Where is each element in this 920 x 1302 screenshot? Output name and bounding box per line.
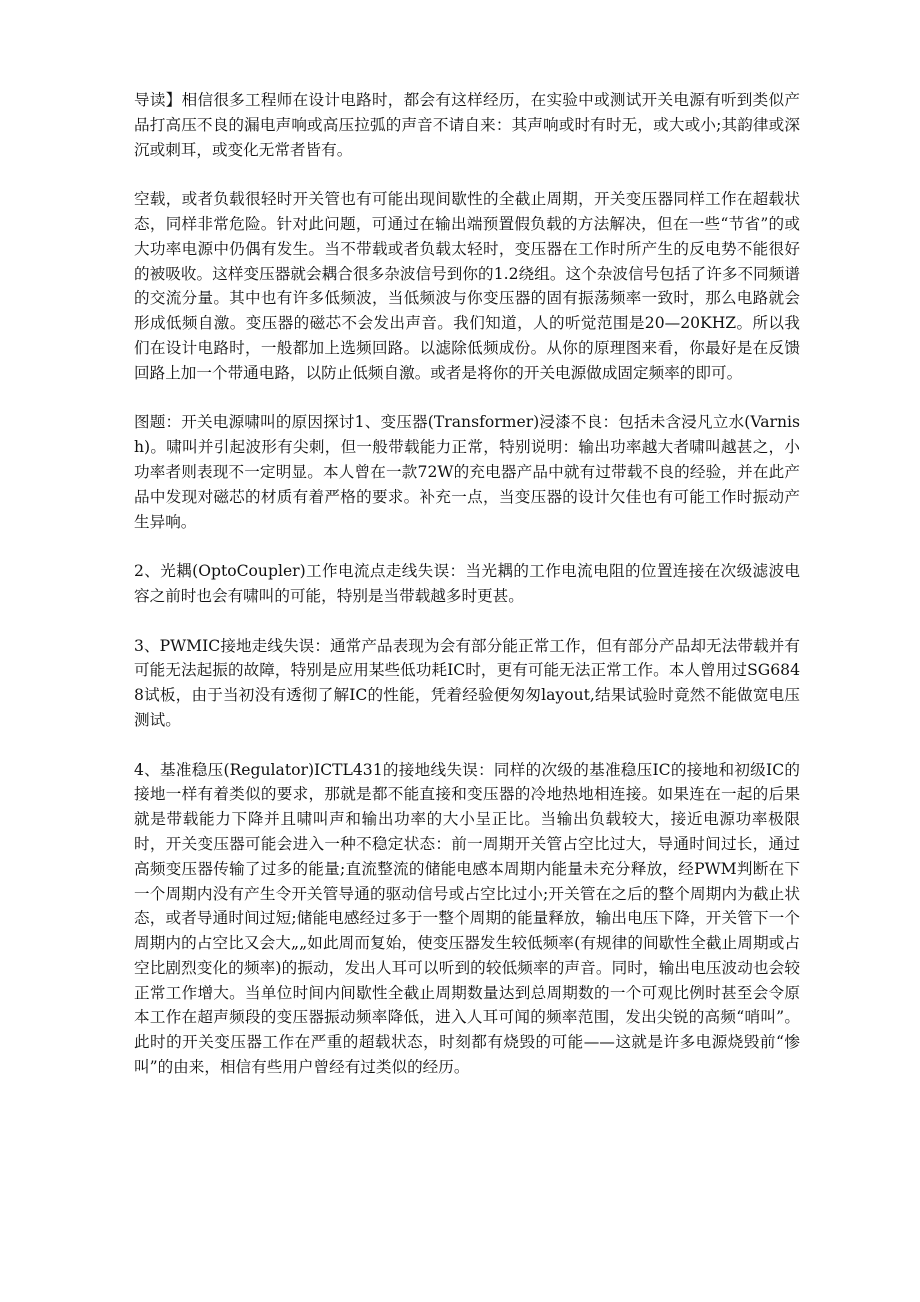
paragraph-cause-transformer: 图题：开关电源啸叫的原因探讨1、变压器(Transformer)浸漆不良：包括未含浸凡立水(Varnish)。啸叫并引起波形有尖刺，但一般带载能力正常，特别说明：输出功率越大者啸叫越甚之，小功率者则表现不一定明显。本人曾在一款72W的充电器产品中就有过带载不良的经验，并在此产品中发现对磁芯的材质有着严格的要求。补充一点，当变压器的设计欠佳也有可能工作时振动产生异响。 bbox=[134, 413, 800, 531]
paragraph-intro: 导读】相信很多工程师在设计电路时，都会有这样经历，在实验中或测试开关电源有听到类似产品打高压不良的漏电声响或高压拉弧的声音不请自来：其声响或时有时无，或大或小;其韵律或深沉或刺耳，或变化无常者皆有。 bbox=[134, 91, 800, 159]
paragraph-cause-optocoupler: 2、光耦(OptoCoupler)工作电流点走线失误：当光耦的工作电流电阻的位置连接在次级滤波电容之前时也会有啸叫的可能，特别是当带载越多时更甚。 bbox=[134, 562, 800, 605]
paragraph-cause-pwmic: 3、PWMIC接地走线失误：通常产品表现为会有部分能正常工作，但有部分产品却无法带载并有可能无法起振的故障，特别是应用某些低功耗IC时，更有可能无法正常工作。本人曾用过SG6848试板，由于当初没有透彻了解IC的性能，凭着经验便匆匆layout,结果试验时竟然不能做宽电压测试。 bbox=[134, 636, 800, 729]
paragraph-no-load: 空载，或者负载很轻时开关管也有可能出现间歇性的全截止周期，开关变压器同样工作在超载状态，同样非常危险。针对此问题，可通过在输出端预置假负载的方法解决，但在一些“节省”的或大功率电源中仍偶有发生。当不带载或者负载太轻时，变压器在工作时所产生的反电势不能很好的被吸收。这样变压器就会耦合很多杂波信号到你的1.2绕组。这个杂波信号包括了许多不同频谱的交流分量。其中也有许多低频波，当低频波与你变压器的固有振荡频率一致时，那么电路就会形成低频自激。变压器的磁芯不会发出声音。我们知道，人的听觉范围是20—20KHZ。所以我们在设计电路时，一般都加上选频回路。以滤除低频成份。从你的原理图来看，你最好是在反馈回路上加一个带通电路，以防止低频自激。或者是将你的开关电源做成固定频率的即可。 bbox=[134, 190, 800, 382]
paragraph-cause-regulator: 4、基准稳压(Regulator)ICTL431的接地线失误：同样的次级的基准稳压IC的接地和初级IC的接地一样有着类似的要求，那就是都不能直接和变压器的冷地热地相连接。如果连在一起的后果就是带载能力下降并且啸叫声和输出功率的大小呈正比。当输出负载较大，接近电源功率极限时，开关变压器可能会进入一种不稳定状态：前一周期开关管占空比过大，导通时间过长，通过高频变压器传输了过多的能量;直流整流的储能电感本周期内能量未充分释放，经PWM判断在下一个周期内没有产生令开关管导通的驱动信号或占空比过小;开关管在之后的整个周期内为截止状态，或者导通时间过短;储能电感经过多于一整个周期的能量释放，输出电压下降，开关管下一个周期内的占空比又会大„„如此周而复始，使变压器发生较低频率(有规律的间歇性全截止周期或占空比剧烈变化的频率)的振动，发出人耳可以听到的较低频率的声音。同时，输出电压波动也会较正常工作增大。当单位时间内间歇性全截止周期数量达到总周期数的一个可观比例时甚至会令原本工作在超声频段的变压器振动频率降低，进入人耳可闻的频率范围，发出尖锐的高频“哨叫”。此时的开关变压器工作在严重的超载状态，时刻都有烧毁的可能——这就是许多电源烧毁前“惨叫”的由来，相信有些用户曾经有过类似的经历。 bbox=[134, 760, 800, 1077]
document-body bbox=[134, 88, 800, 1080]
